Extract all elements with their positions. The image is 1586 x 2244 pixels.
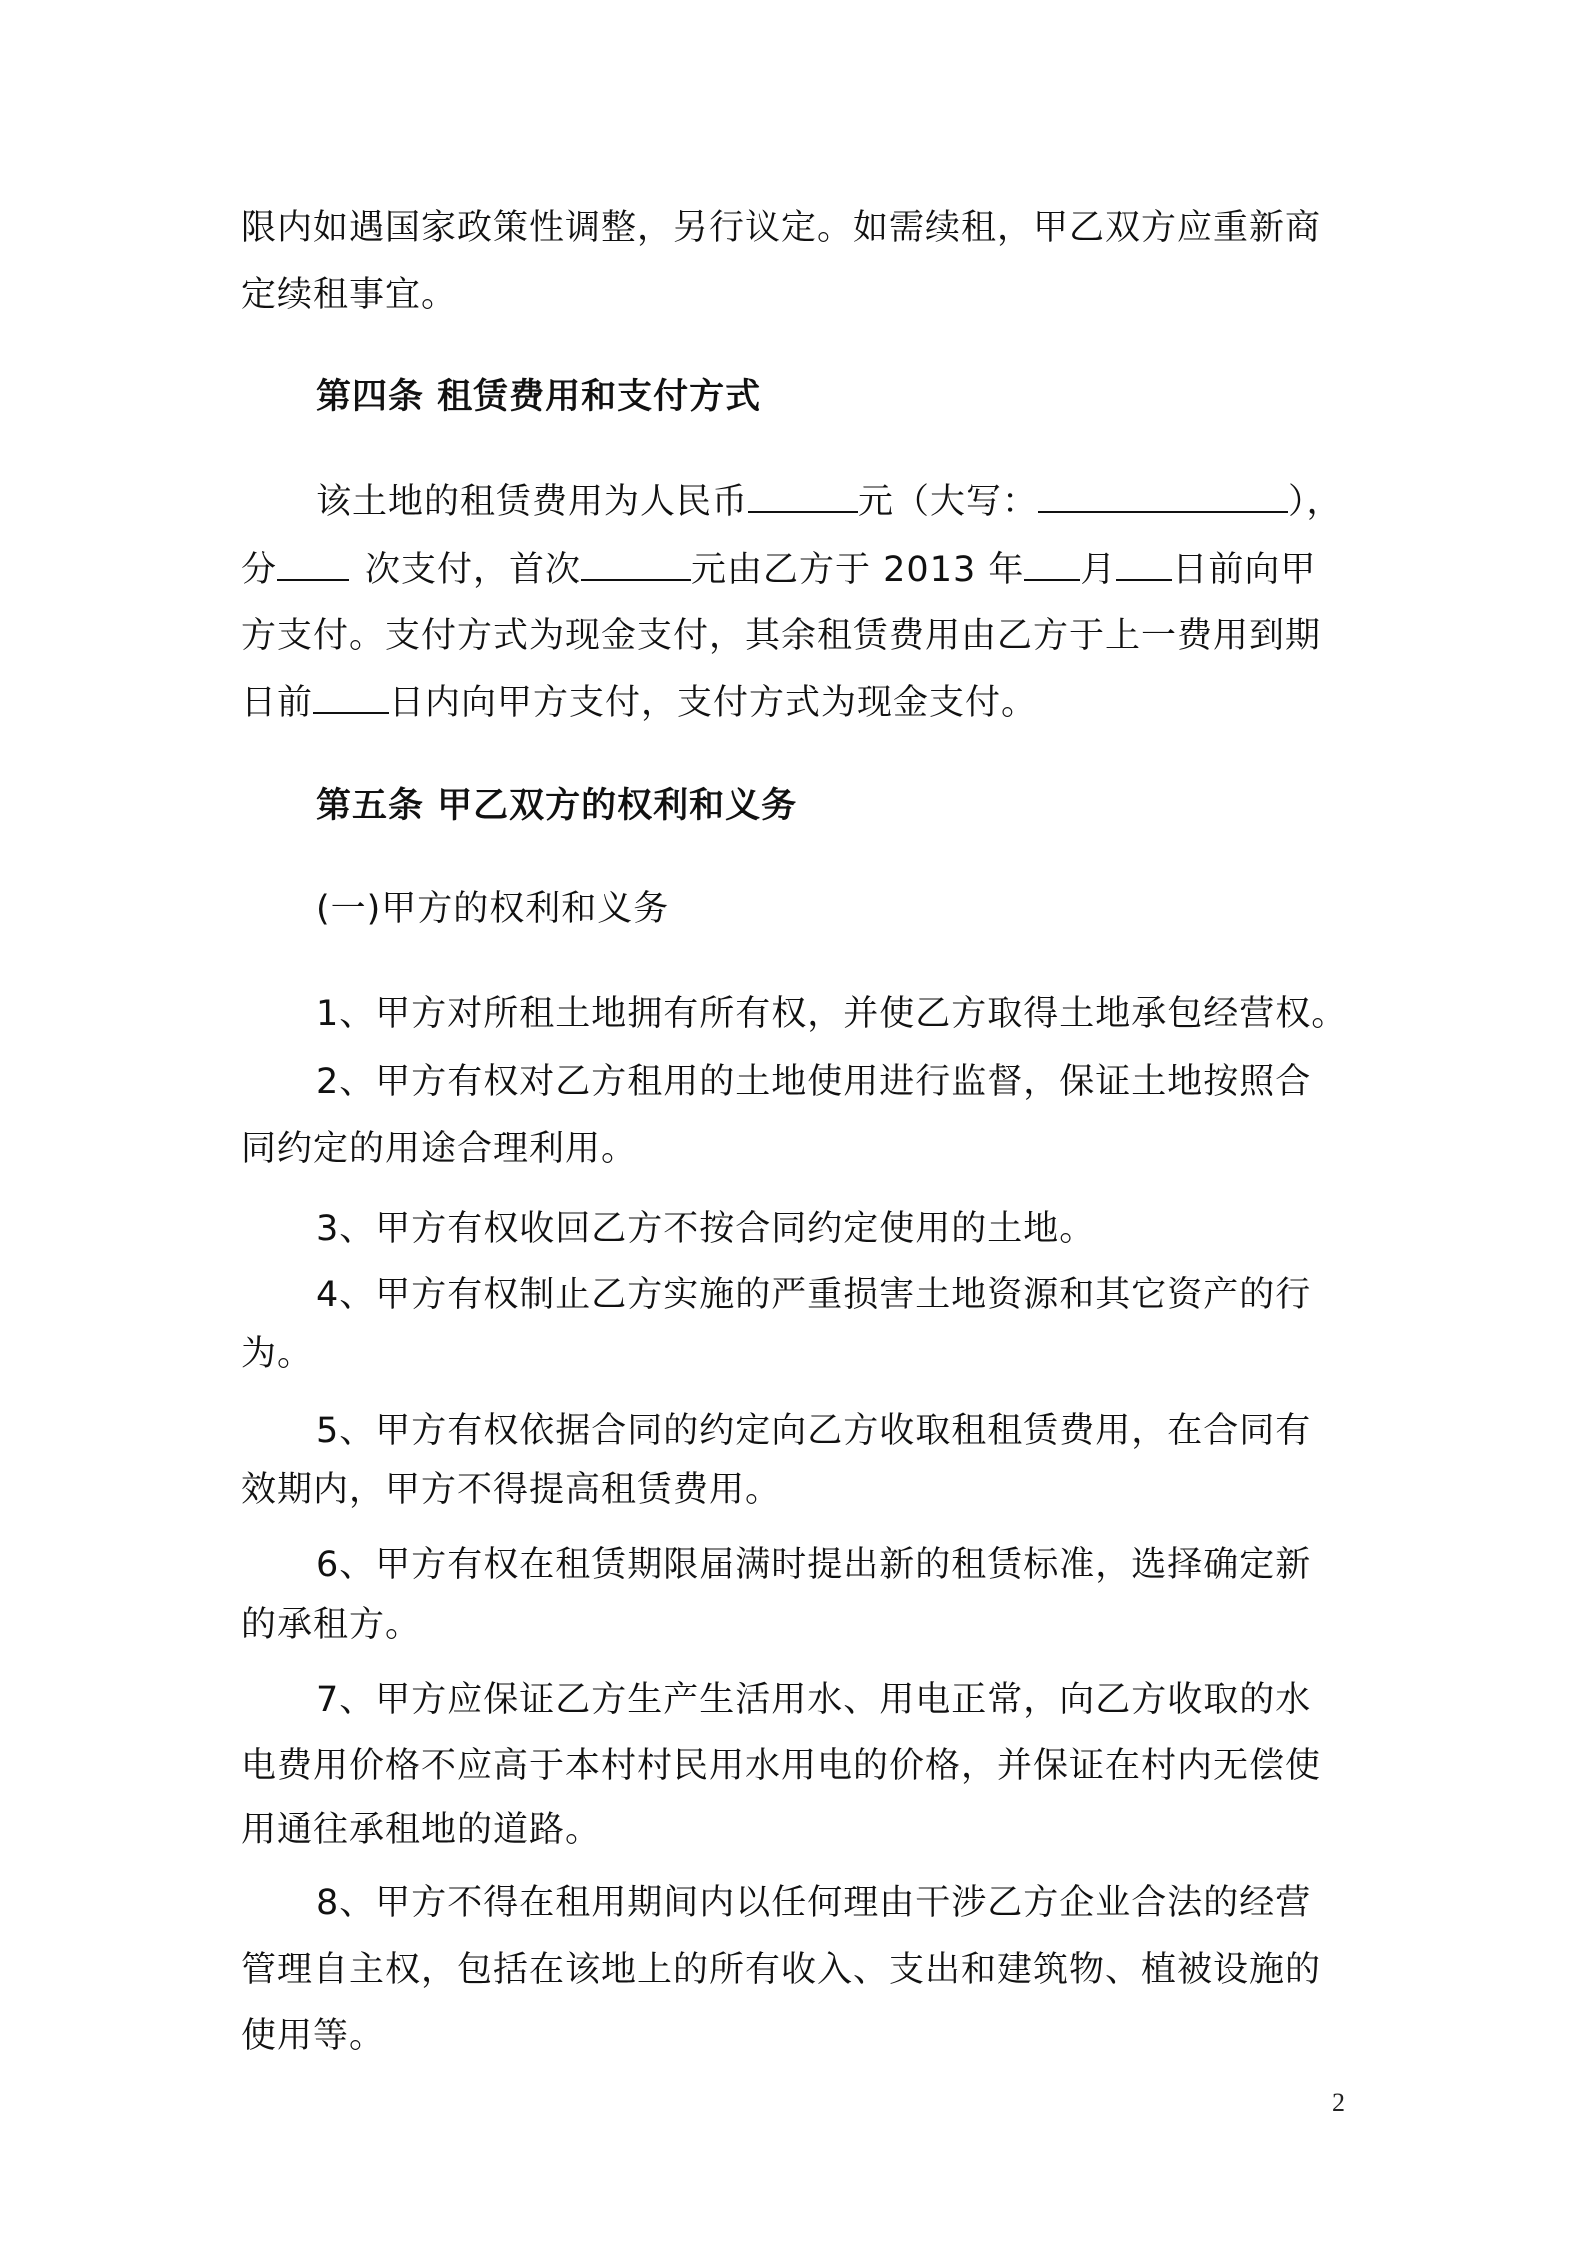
text-segment: 次支付，首次 <box>365 550 582 590</box>
list-item: 4、甲方有权制止乙方实施的严重损害土地资源和其它资产的行 <box>316 1275 1312 1315</box>
list-item-continuation: 管理自主权，包括在该地上的所有收入、支出和建筑物、植被设施的 <box>241 1950 1322 1990</box>
list-item-continuation: 的承租方。 <box>241 1605 422 1645</box>
fill-in-blank <box>1038 479 1288 513</box>
article-4-heading: 第四条 租赁费用和支付方式 <box>316 377 762 417</box>
paragraph-line: 定续租事宜。 <box>241 275 458 315</box>
fill-in-blank <box>1024 547 1080 581</box>
paragraph-line: 方支付。支付方式为现金支付，其余租赁费用由乙方于上一费用到期 <box>241 616 1322 656</box>
subsection-heading: (一)甲方的权利和义务 <box>316 889 670 929</box>
list-item: 1、甲方对所租土地拥有所有权，并使乙方取得土地承包经营权。 <box>316 994 1348 1034</box>
list-item: 6、甲方有权在租赁期限届满时提出新的租赁标准，选择确定新 <box>316 1545 1312 1585</box>
list-item-continuation: 同约定的用途合理利用。 <box>241 1129 638 1169</box>
article-5-heading: 第五条 甲乙双方的权利和义务 <box>316 786 798 826</box>
paragraph-line <box>241 546 1316 594</box>
list-item: 5、甲方有权依据合同的约定向乙方收取租租赁费用，在合同有 <box>316 1411 1312 1451</box>
fill-in-blank <box>748 479 858 513</box>
list-item: 2、甲方有权对乙方租用的土地使用进行监督，保证土地按照合 <box>316 1062 1312 1102</box>
text-segment: 日前向甲 <box>1172 550 1317 590</box>
text-segment: ）， <box>1288 482 1343 522</box>
fill-in-blank <box>277 547 349 581</box>
text-segment: 日内向甲方支付，支付方式为现金支付。 <box>389 683 1038 723</box>
text-segment: 日前 <box>241 683 314 723</box>
list-item-continuation: 电费用价格不应高于本村村民用水用电的价格，并保证在村内无偿使 <box>241 1746 1322 1786</box>
fill-in-blank <box>581 547 691 581</box>
page-number: 2 <box>1332 2088 1345 2117</box>
list-item-continuation: 为。 <box>241 1334 314 1374</box>
paragraph-line <box>316 478 1343 526</box>
text-segment: 分 <box>241 550 278 590</box>
text-segment: 元（大写： <box>858 482 1039 522</box>
text-segment: 元由乙方于 2013 年 <box>691 550 1025 590</box>
list-item: 8、甲方不得在租用期间内以任何理由干涉乙方企业合法的经营 <box>316 1883 1312 1923</box>
list-item: 7、甲方应保证乙方生产生活用水、用电正常，向乙方收取的水 <box>316 1680 1312 1720</box>
text-segment: 月 <box>1080 550 1117 590</box>
list-item-continuation: 使用等。 <box>241 2016 386 2056</box>
list-item-continuation: 用通往承租地的道路。 <box>241 1810 602 1850</box>
fill-in-blank <box>1116 547 1172 581</box>
list-item: 3、甲方有权收回乙方不按合同约定使用的土地。 <box>316 1209 1096 1249</box>
fill-in-blank <box>313 680 389 714</box>
list-item-continuation: 效期内，甲方不得提高租赁费用。 <box>241 1470 782 1510</box>
paragraph-line: 限内如遇国家政策性调整，另行议定。如需续租，甲乙双方应重新商 <box>241 208 1322 248</box>
text-segment: 该土地的租赁费用为人民币 <box>316 482 749 522</box>
paragraph-line <box>241 679 1037 727</box>
